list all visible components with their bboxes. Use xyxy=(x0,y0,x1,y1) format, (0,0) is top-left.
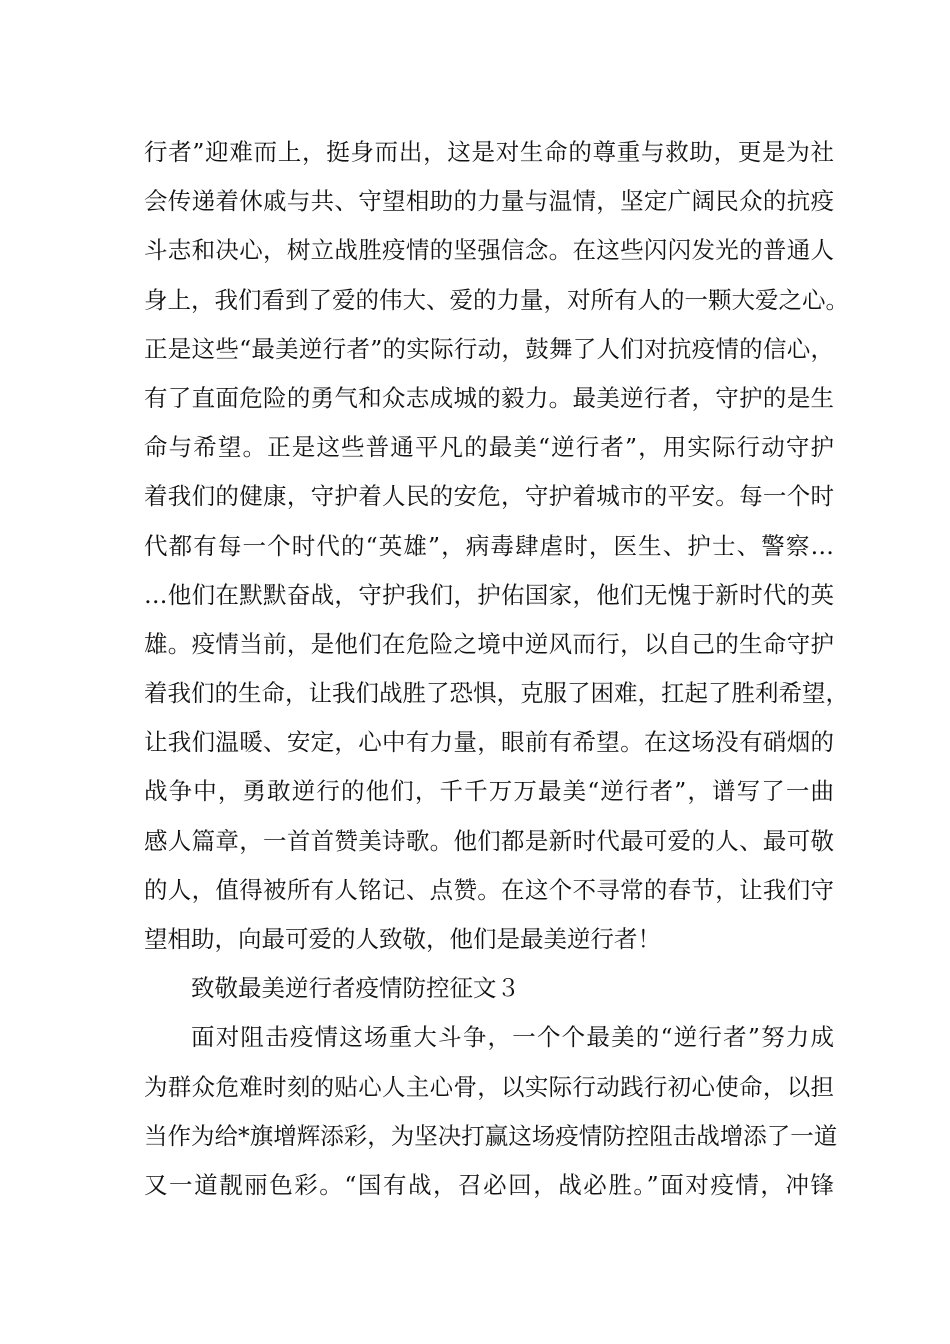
paragraph-line: 命与希望。正是这些普通平凡的最美“逆行者”，用实际行动守护 xyxy=(144,433,834,462)
paragraph-line: 行者”迎难而上，挺身而出，这是对生命的尊重与救助，更是为社 xyxy=(144,138,834,166)
section-paragraph-line: 面对阻击疫情这场重大斗争，一个个最美的“逆行者”努力成 xyxy=(191,1023,834,1052)
section-paragraph-line: 又一道靓丽色彩。“国有战，召必回，战必胜。”面对疫情，冲锋 xyxy=(144,1170,834,1199)
paragraph-line: 着我们的健康，守护着人民的安危，守护着城市的平安。每一个时 xyxy=(144,482,834,511)
paragraph-line: 代都有每一个时代的“英雄”，病毒肆虐时，医生、护士、警察… xyxy=(144,531,834,560)
paragraph-line: 正是这些“最美逆行者”的实际行动，鼓舞了人们对抗疫情的信心， xyxy=(144,334,834,363)
paragraph-line: 的人，值得被所有人铭记、点赞。在这个不寻常的春节，让我们守 xyxy=(144,875,834,904)
paragraph-line: 战争中，勇敢逆行的他们，千千万万最美“逆行者”，谱写了一曲 xyxy=(144,777,834,806)
paragraph-line: 斗志和决心，树立战胜疫情的坚强信念。在这些闪闪发光的普通人 xyxy=(144,236,834,265)
paragraph-line-last: 望相助，向最可爱的人致敬，他们是最美逆行者！ xyxy=(144,925,661,953)
paragraph-line: 有了直面危险的勇气和众志成城的毅力。最美逆行者，守护的是生 xyxy=(144,383,834,412)
paragraph-line: 雄。疫情当前，是他们在危险之境中逆风而行，以自己的生命守护 xyxy=(144,629,834,658)
section-paragraph-line: 当作为给*旗增辉添彩，为坚决打赢这场疫情防控阻击战增添了一道 xyxy=(144,1121,838,1150)
paragraph-line: 会传递着休戚与共、守望相助的力量与温情，坚定广阔民众的抗疫 xyxy=(144,187,834,216)
document-body xyxy=(144,128,849,1210)
paragraph-line: …他们在默默奋战，守护我们，护佑国家，他们无愧于新时代的英 xyxy=(144,580,834,609)
paragraph-line: 感人篇章，一首首赞美诗歌。他们都是新时代最可爱的人、最可敬 xyxy=(144,826,834,855)
section-paragraph-line: 为群众危难时刻的贴心人主心骨，以实际行动践行初心使命，以担 xyxy=(144,1072,834,1101)
section-title: 致敬最美逆行者疫情防控征文３ xyxy=(191,974,520,1003)
paragraph-line: 身上，我们看到了爱的伟大、爱的力量，对所有人的一颗大爱之心。 xyxy=(144,285,849,314)
paragraph-line: 着我们的生命，让我们战胜了恐惧，克服了困难，扛起了胜利希望， xyxy=(144,679,849,708)
paragraph-line: 让我们温暖、安定，心中有力量，眼前有希望。在这场没有硝烟的 xyxy=(144,728,834,757)
